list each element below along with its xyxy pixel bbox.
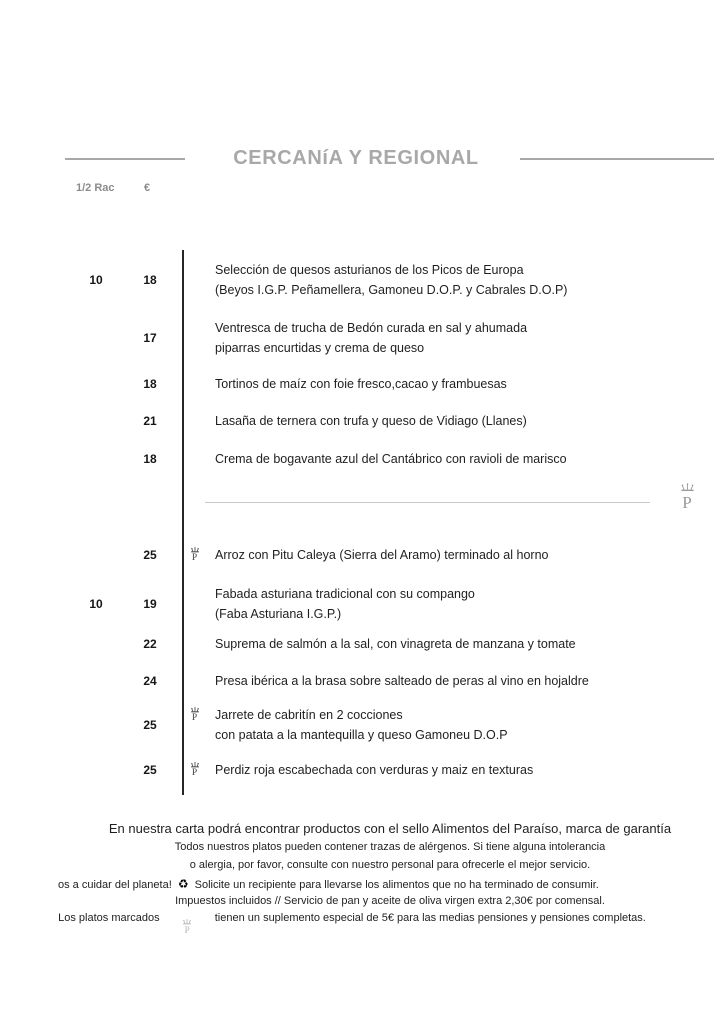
footer-planet-note-pre: os a cuidar del planeta!	[58, 879, 172, 891]
full-price: 18	[143, 452, 157, 466]
footer-planet-note-post: Solicite un recipiente para llevarse los alimentos que no ha terminado de consumir.	[194, 879, 599, 891]
half-portion-price: 10	[89, 597, 103, 611]
marker-letter: P	[191, 553, 198, 563]
full-price: 25	[143, 548, 157, 562]
dish-name	[215, 634, 695, 654]
dish-name	[215, 671, 695, 691]
dish-line-1: Selección de quesos asturianos de los Picos de Europa	[215, 263, 524, 277]
dish-name	[215, 318, 695, 358]
crown-p-marker-icon	[181, 919, 194, 934]
footer-guarantee-note: En nuestra carta podrá encontrar productos con el sello Alimentos del Paraíso, marca de garantía	[108, 821, 672, 836]
dish-line-1: Fabada asturiana tradicional con su compango	[215, 587, 475, 601]
dish-line-2: con patata a la mantequilla y queso Gamoneu D.O.P	[215, 728, 508, 742]
dish-line-1: Jarrete de cabritín en 2 cocciones	[215, 708, 403, 722]
crown-p-marker-icon	[188, 762, 201, 777]
full-price: 18	[143, 377, 157, 391]
full-price: 21	[143, 414, 157, 428]
full-price: 24	[143, 674, 157, 688]
crown-p-marker-icon	[188, 707, 201, 722]
dish-line-1: Ventresca de trucha de Bedón curada en sal y ahumada	[215, 321, 528, 335]
column-header-half-ration: 1/2 Rac	[76, 182, 115, 194]
footer-planet-note	[58, 877, 599, 892]
footer-supplement-pre: Los platos marcados	[58, 912, 160, 924]
dish-name	[215, 584, 695, 624]
dish-name	[215, 260, 695, 300]
full-price: 25	[143, 718, 157, 732]
page-title: CERCANíA Y REGIONAL	[233, 147, 479, 169]
dish-line-1: Crema de bogavante azul del Cantábrico con ravioli de marisco	[215, 452, 567, 466]
dish-name	[215, 374, 695, 394]
dish-line-2: (Beyos I.G.P. Peñamellera, Gamoneu D.O.P. y Cabrales D.O.P)	[215, 283, 568, 297]
recycle-icon: ♻	[177, 877, 189, 891]
dish-line-1: Suprema de salmón a la sal, con vinagreta de manzana y tomate	[215, 637, 576, 651]
crown-p-marker-icon	[188, 547, 201, 562]
footer-supplement-note	[0, 911, 704, 934]
dish-name	[215, 449, 695, 469]
column-header-euro: €	[144, 182, 151, 194]
dish-line-2: piparras encurtidas y crema de queso	[215, 341, 425, 355]
footer-allergen-note-1: Todos nuestros platos pueden contener trazas de alérgenos. Si tiene alguna intolerancia	[174, 841, 606, 853]
dish-line-1: Presa ibérica a la brasa sobre salteado de peras al vino en hojaldre	[215, 674, 589, 688]
section-divider	[205, 502, 650, 503]
footer-allergen-note-2: o alergia, por favor, consulte con nuestro personal para ofrecerle el mejor servicio.	[189, 859, 591, 871]
dish-name	[215, 411, 695, 431]
footer-supplement-post: tienen un suplemento especial de 5€ para las medias pensiones y pensiones completas.	[214, 912, 646, 924]
title-rule-right	[520, 158, 714, 160]
dish-line-2: (Faba Asturiana I.G.P.)	[215, 607, 342, 621]
full-price: 22	[143, 637, 157, 651]
menu-vertical-rule	[182, 250, 184, 795]
logo-letter: P	[682, 493, 692, 512]
marker-letter: P	[191, 713, 198, 723]
footer-taxes-note: Impuestos incluidos // Servicio de pan y aceite de oliva virgen extra 2,30€ por comensal.	[175, 895, 605, 907]
full-price: 17	[143, 331, 157, 345]
half-portion-price: 10	[89, 273, 103, 287]
crown-p-logo	[672, 483, 702, 511]
dish-name	[215, 760, 695, 780]
marker-letter: P	[191, 768, 198, 778]
full-price: 19	[143, 597, 157, 611]
dish-line-1: Lasaña de ternera con trufa y queso de Vidiago (Llanes)	[215, 414, 527, 428]
dish-line-1: Perdiz roja escabechada con verduras y maiz en texturas	[215, 763, 534, 777]
full-price: 25	[143, 763, 157, 777]
marker-letter: P	[184, 925, 190, 935]
dish-name	[215, 545, 695, 565]
full-price: 18	[143, 273, 157, 287]
crown-icon	[679, 483, 696, 492]
dish-line-1: Tortinos de maíz con foie fresco,cacao y frambuesas	[215, 377, 507, 391]
dish-name	[215, 705, 695, 745]
dish-line-1: Arroz con Pitu Caleya (Sierra del Aramo) terminado al horno	[215, 548, 549, 562]
